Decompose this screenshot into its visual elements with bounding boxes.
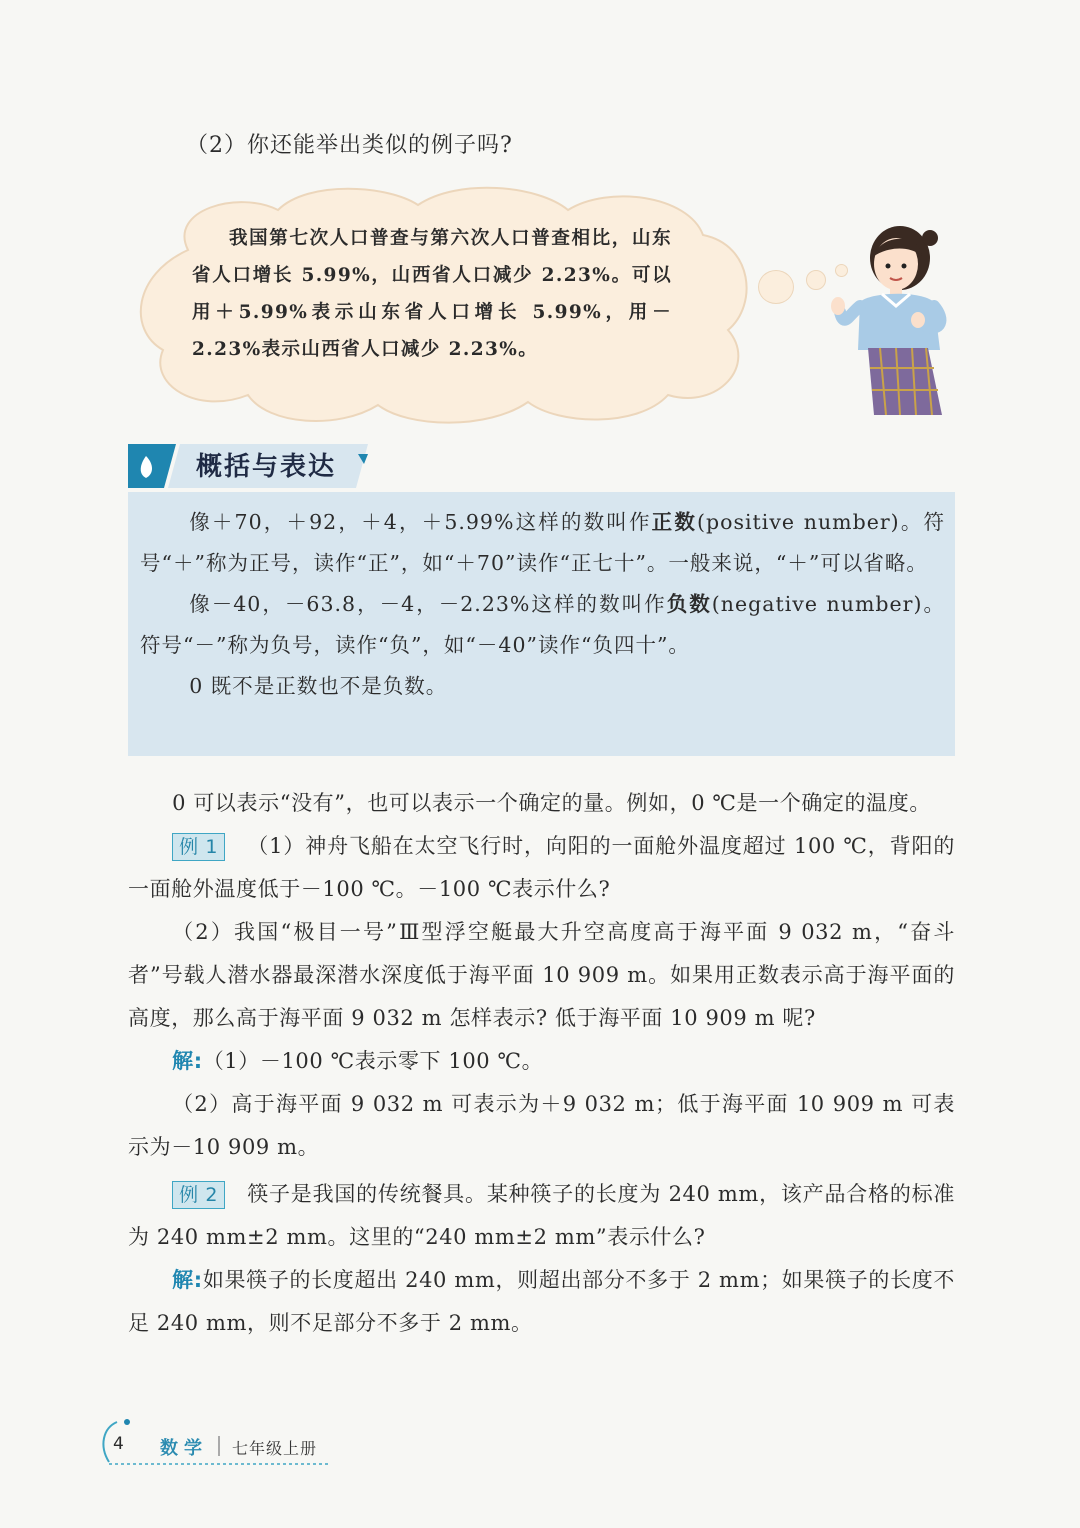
definition-text <box>140 502 945 707</box>
p2-prefix: 像－40，－63.8，－4，－2.23%这样的数叫作 <box>189 592 667 616</box>
term-negative: 负数 <box>666 592 712 616</box>
grade-label: 七年级上册 <box>232 1439 318 1458</box>
example-2-q-text: 筷子是我国的传统餐具。某种筷子的长度为 240 mm，该产品合格的标准为 240 mm±2 mm。这里的“240 mm±2 mm”表示什么? <box>128 1182 955 1249</box>
example-1-tag: 例 1 <box>172 833 225 861</box>
page-number: 4 <box>113 1434 124 1454</box>
discussion-question: （2）你还能举出类似的例子吗? <box>186 133 513 158</box>
example-1-q1-text: （1）神舟飞船在太空飞行时，向阳的一面舱外温度超过 100 ℃，背阳的一面舱外温度低于－100 ℃。－100 ℃表示什么? <box>128 834 955 901</box>
positive-number-definition <box>140 502 945 584</box>
p1-prefix: 像＋70，＋92，＋4，＋5.99%这样的数叫作 <box>189 510 652 534</box>
example-2-q <box>128 1173 955 1259</box>
girl-illustration <box>830 220 955 415</box>
footer-divider <box>218 1436 220 1456</box>
example-1-q1 <box>128 825 955 911</box>
example-2-tag: 例 2 <box>172 1181 225 1209</box>
example-1-a1 <box>128 1040 955 1083</box>
zero-statement: 0 既不是正数也不是负数。 <box>189 674 448 698</box>
example-2-a <box>128 1259 955 1345</box>
thought-bubble-medium <box>806 270 826 290</box>
example-1-a2: （2）高于海平面 9 032 m 可表示为＋9 032 m；低于海平面 10 909 m 可表示为－10 909 m。 <box>128 1092 955 1159</box>
p2-suffix: (negative number)。符号“－”称为负号，读作“负”，如“－40”读作“负四十”。 <box>140 592 945 657</box>
solution-label-2: 解: <box>172 1268 203 1292</box>
example-1-q2: （2）我国“极目一号”Ⅲ型浮空艇最大升空高度高于海平面 9 032 m，“奋斗者”号载人潜水器最深潜水深度低于海平面 10 909 m。如果用正数表示高于海平面的高度，那么高于海平面 9 032 m 怎样表示? 低于海平面 10 909 m 呢? <box>128 920 955 1030</box>
p1-suffix: (positive number)。符号“＋”称为正号，读作“正”，如“＋70”读作“正七十”。一般来说，“＋”可以省略。 <box>140 510 945 575</box>
example-2-a-text: 如果筷子的长度超出 240 mm，则超出部分不多于 2 mm；如果筷子的长度不足 240 mm，则不足部分不多于 2 mm。 <box>128 1268 955 1335</box>
body-content <box>128 782 955 1345</box>
term-positive: 正数 <box>651 510 698 534</box>
solution-label: 解: <box>172 1049 203 1073</box>
thought-bubble-large <box>758 270 794 304</box>
negative-number-definition <box>140 584 945 666</box>
zero-intro: 0 可以表示“没有”，也可以表示一个确定的量。例如，0 ℃是一个确定的温度。 <box>172 791 931 815</box>
subject-label: 数学 <box>160 1438 208 1459</box>
cloud-paragraph: 我国第七次人口普查与第六次人口普查相比，山东省人口增长 5.99%，山西省人口减少 2.23%。可以用＋5.99%表示山东省人口增长 5.99%，用－2.23%表示山西省人口减少 2.23%。 <box>192 228 672 360</box>
section-title: 概括与表达 <box>196 452 337 482</box>
example-1-a1-text: （1）－100 ℃表示零下 100 ℃。 <box>202 1049 544 1073</box>
cloud-text <box>192 220 672 368</box>
